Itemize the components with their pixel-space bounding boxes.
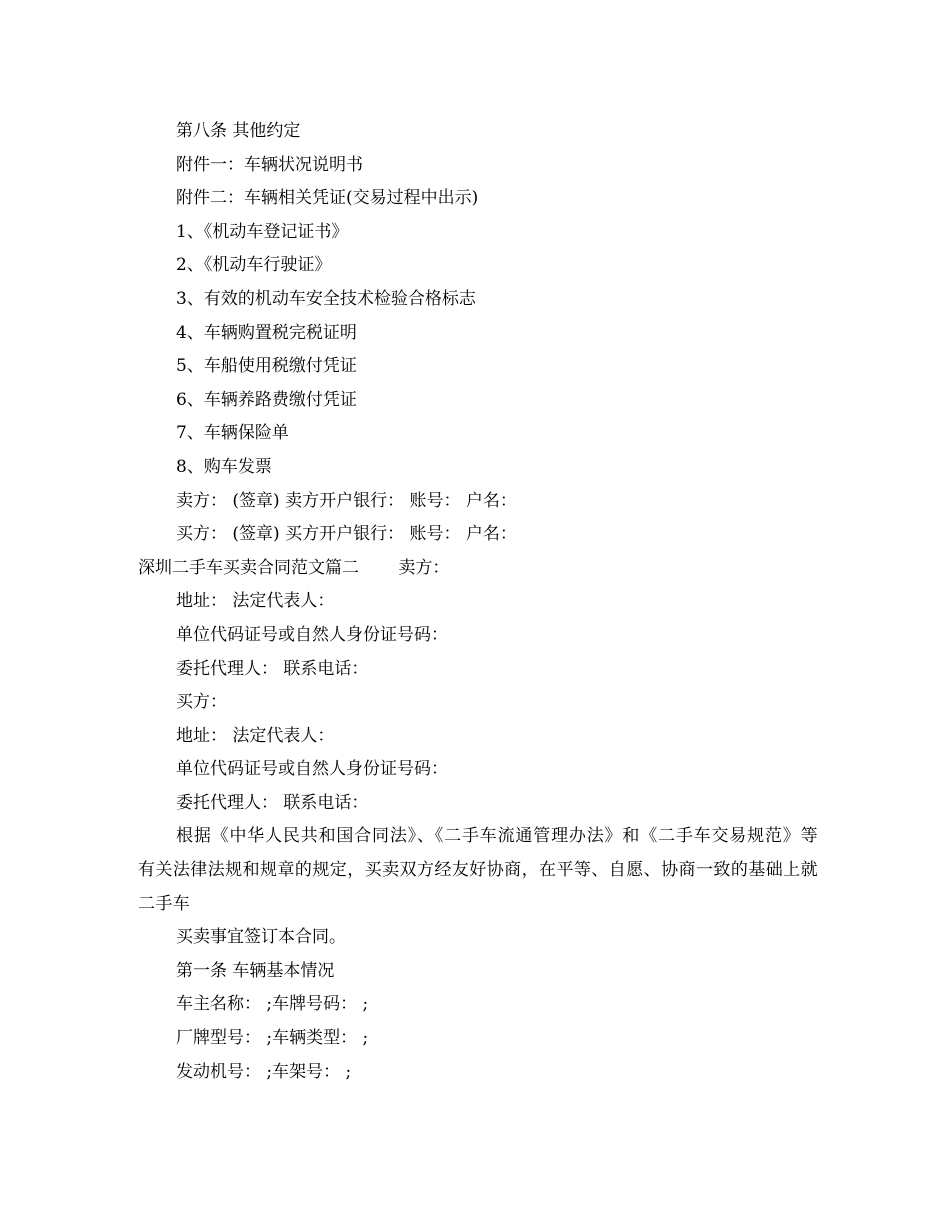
document-body [138, 115, 818, 1089]
list-item: 4、车辆购置税完税证明 [176, 322, 357, 343]
seller-id-line: 单位代码证号或自然人身份证号码： [176, 624, 448, 645]
article-1-heading: 第一条 车辆基本情况 [176, 960, 335, 981]
list-item: 1、《机动车登记证书》 [176, 221, 349, 242]
owner-plate-line: 车主名称： ;车牌号码： ; [176, 994, 369, 1015]
engine-frame-line: 发动机号： ;车架号： ; [176, 1061, 352, 1082]
model-type-line: 厂牌型号： ;车辆类型： ; [176, 1028, 369, 1049]
list-item: 6、车辆养路费缴付凭证 [176, 389, 357, 410]
list-item: 5、车船使用税缴付凭证 [176, 356, 357, 377]
legal-basis-paragraph: 根据《中华人民共和国合同法》、《二手车流通管理办法》和《二手车交易规范》等有关法律法规和规章的规定，买卖双方经友好协商，在平等、自愿、协商一致的基础上就二手车 [138, 826, 818, 914]
list-item: 7、车辆保险单 [176, 423, 289, 444]
article-8-heading: 第八条 其他约定 [176, 121, 301, 141]
buyer-id-line: 单位代码证号或自然人身份证号码： [176, 759, 448, 780]
seller-address-line: 地址： 法定代表人： [176, 591, 335, 612]
seller-agent-line: 委托代理人： 联系电话： [176, 658, 369, 679]
list-item: 3、有效的机动车安全技术检验合格标志 [176, 288, 476, 309]
section-heading: 深圳二手车买卖合同范文篇二 卖方： [138, 557, 450, 578]
attachment-2: 附件二：车辆相关凭证(交易过程中出示) [176, 188, 479, 209]
list-item: 8、购车发票 [176, 456, 272, 477]
buyer-signature-line: 买方： (签章) 买方开户银行： 账号： 户名： [176, 524, 517, 545]
attachment-1: 附件一：车辆状况说明书 [176, 154, 363, 175]
list-item: 2、《机动车行驶证》 [176, 255, 332, 276]
seller-signature-line: 卖方： (签章) 卖方开户银行： 账号： 户名： [176, 490, 517, 511]
contract-purpose-line: 买卖事宜签订本合同。 [176, 927, 346, 948]
buyer-label: 买方： [176, 692, 227, 713]
buyer-address-line: 地址： 法定代表人： [176, 725, 335, 746]
buyer-agent-line: 委托代理人： 联系电话： [176, 792, 369, 813]
